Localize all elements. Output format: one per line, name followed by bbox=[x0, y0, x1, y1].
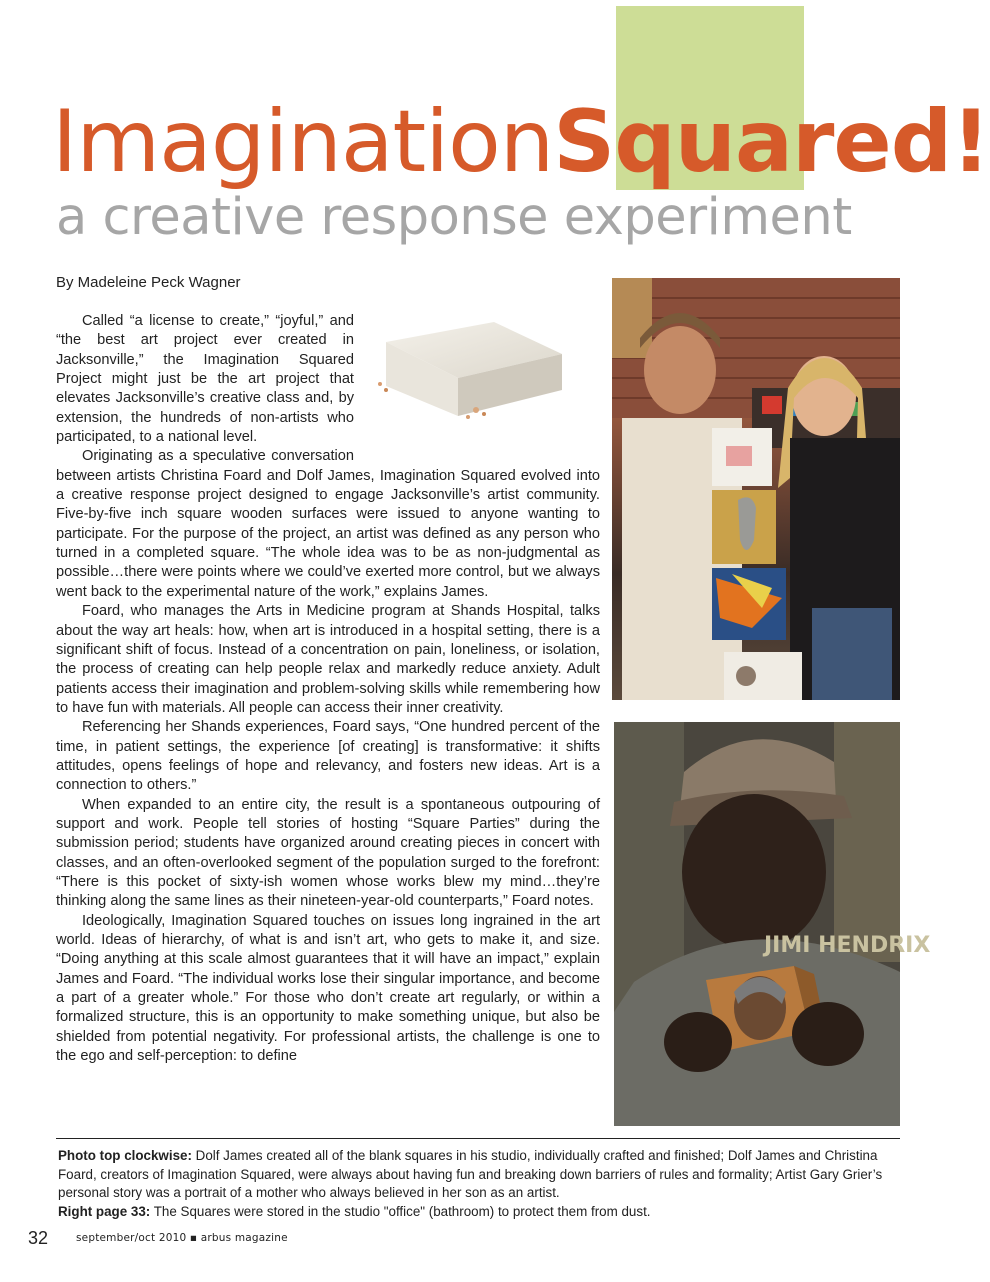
paragraph: Ideologically, Imagination Squared touches on issues long ingrained in the art world. Ideas of hierarchy, of what is and isn’t art, who gets to make it, and size. “Doing anything at this scale almost guarantees that it will have an impact,” explain James and Foard. “The individual works lose their singular importance, and become a part of a greater whole.” For those who don’t create art regularly, or within a formalized structure, this is an opportunity to make something unique, but also be shielded from potential negativity. For professional artists, the challenge is one to the ego and self-perception: to define bbox=[56, 912, 600, 1065]
paragraph: Foard, who manages the Arts in Medicine program at Shands Hospital, talks about the way art heals: how, when art is introduced in a hospital setting, there is a significant shift of focus. Instead of a concentration on pain, loneliness, or isolation, the process of creating can help people relax and markedly reduce anxiety. Adult patients access their imagination and problem-solving skills while remembering how to have fun with materials. All people can access their inner creativity. bbox=[56, 603, 600, 716]
paragraph: Originating as a speculative conversation between artists Christina Foard and Dolf James, Imagination Squared evolved into a creative response project designed to engage Jacksonville’s artist community. Five-by-five inch square wooden surfaces were issued to anyone wanting to participate. For the purpose of the project, an artist was defined as any person who turned in a completed square. “The whole idea was to be as non-judgmental as possible…there were points where we could’ve exerted more control, but we always went back to the experimental nature of the work,” explains James. bbox=[56, 448, 600, 600]
paragraph: When expanded to an entire city, the result is a spontaneous outpouring of support and work. People tell stories of hosting “Square Parties” during the submission period; students have organized around creating pieces in concert with classes, and an often-overlooked segment of the population surged to the forefront: “There is this pocket of sixty-ish women whose works blew my mind…they’re thinking along the same lines as their nineteen-year-old counterparts,” Foard notes. bbox=[56, 796, 600, 910]
title-part-2: Squared! bbox=[553, 92, 990, 192]
paragraph: Called “a license to create,” “joyful,” and “the best art project ever created in Jacksonville,” the Imagination Squared Project might just be the art project that elevates Jacksonville’s creative class and, by extension, the hundreds of non-artists who participated, to a national level. bbox=[56, 313, 354, 446]
caption-text-photos: Dolf James created all of the blank squares in his studio, individually crafted and finished; Dolf James and Christina Foard, creators of Imagination Squared, were always about having fun and breaking down barriers of rules and formality; Artist Gary Grier’s personal story was a portrait of a mother who always believed in her son as an artist. bbox=[58, 1148, 883, 1201]
caption-label-photos: Photo top clockwise: bbox=[58, 1148, 192, 1163]
caption-label-right-page: Right page 33: bbox=[58, 1203, 151, 1219]
article-title bbox=[52, 92, 990, 192]
blank-square-photo bbox=[366, 304, 606, 444]
paragraph: Referencing her Shands experiences, Foard says, “One hundred percent of the time, in patient settings, the experience [of creating] is transformative: it shifts attitudes, opens feelings of hope and relevancy, and fosters new ideas. Art is a connection to others.” bbox=[56, 719, 600, 794]
byline: By Madeleine Peck Wagner bbox=[56, 274, 241, 291]
photo-caption bbox=[58, 1147, 900, 1221]
artist-gary-grier-photo bbox=[614, 722, 931, 1126]
title-part-1: Imagination bbox=[52, 92, 554, 192]
article-subtitle: a creative response experiment bbox=[56, 188, 852, 247]
issue-footer: september/oct 2010 ▪ arbus magazine bbox=[76, 1232, 288, 1244]
article-body bbox=[56, 312, 600, 1066]
caption-rule bbox=[56, 1138, 900, 1139]
caption-text-right-page: The Squares were stored in the studio "office" (bathroom) to protect them from dust. bbox=[150, 1203, 651, 1219]
artists-portrait-photo bbox=[612, 278, 900, 700]
shirt-print: JIMI HENDRIX bbox=[764, 933, 931, 958]
page-number: 32 bbox=[28, 1228, 49, 1248]
